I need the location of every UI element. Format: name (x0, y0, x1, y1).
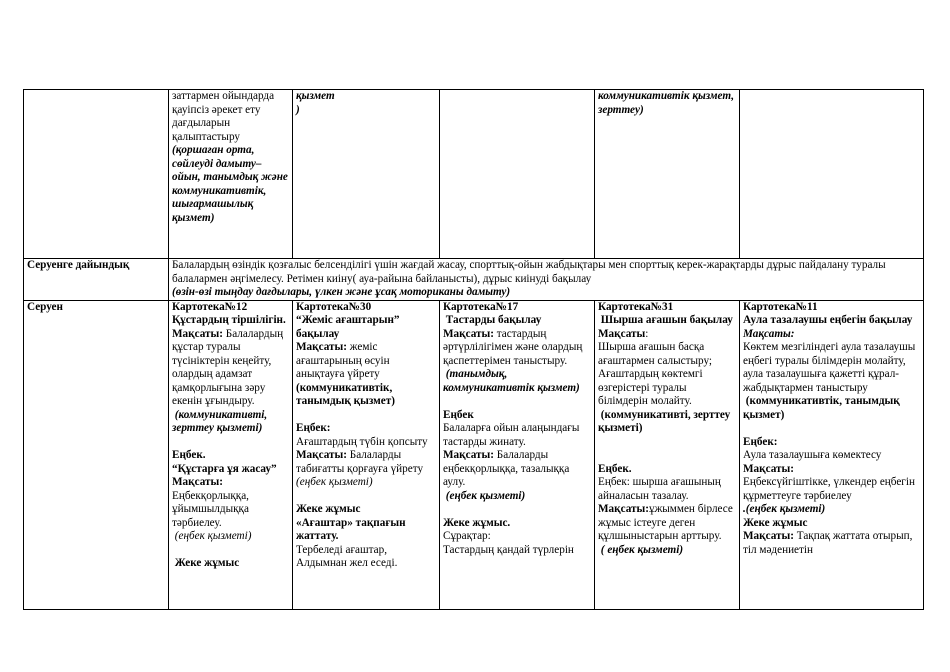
row-label: Серуенге дайындық (24, 259, 169, 301)
cell-empty (440, 90, 595, 259)
preparation-text: Балалардың өзіндік қозғалыс белсенділігі үшін жағдай жасау, спорттық-ойын жабдықтары мен спорттық керек-жарақтарды дұрыс пайдалану туралы балалармен әңгімелесу. Ретімен киіну( ауа-райына байланысты), дұрыс киінуді бақылау (өзін-өзі тыңдау дағдылары, үлкен және ұсақ моториканы дамыту) (169, 259, 924, 301)
table-row-walk (24, 300, 924, 609)
walk-card-11: Картотека№11 Аула тазалаушы еңбегін бақылау Мақсаты: Көктем мезгіліндегі аула тазалаушы еңбегі туралы білімдерін молайту, аула тазалаушыға қажетті құрал-жабдықтармен таныстыру (коммуникативтік, танымдық қызмет) Еңбек: Аула тазалаушыға көмектесу Мақсаты: Еңбексүйгіштікке, үлкендер еңбегін құрметтеуге тәрбиелеу .(еңбек қызметі) Жеке жұмыс Мақсаты: Тақпақ жаттата отырып, тіл мәдениетін (740, 300, 924, 609)
cell-activity-note: қызмет ) (293, 90, 440, 259)
cell-empty (24, 90, 169, 259)
cell-activity-text: заттармен ойындарда қауіпсіз әрекет ету дағдыларын қалыптастыру (қоршаған орта, сөйлеуді дамыту– ойын, танымдық және коммуникативтік, шығармашылық қызмет) (169, 90, 293, 259)
walk-card-31: Картотека№31 Шырша ағашын бақылау Мақсаты: Шырша ағашын басқа ағаштармен салыстыру; Ағаштардың көктемгі өзгерістері туралы білімдерін молайту. (коммуникативті, зерттеу қызметі) Еңбек. Еңбек: шырша ағашының айналасын тазалау. Мақсаты:ұжыммен бірлесе жұмыс істеуге деген құлшыныстарын арттыру. ( еңбек қызметі) (595, 300, 740, 609)
cell-empty (740, 90, 924, 259)
walk-card-30: Картотека№30 “Жеміс ағаштарын” бақылау Мақсаты: жеміс ағаштарының өсуін анықтауға үйрету (коммуникативтік, танымдық қызмет) Еңбек: Ағаштардың түбін қопсыту Мақсаты: Балаларды табиғатты қорғауға үйрету (еңбек қызметі) Жеке жұмыс «Ағаштар» тақпағын жаттату. Тербеледі ағаштар, Алдымнан жел еседі. (293, 300, 440, 609)
row-label: Серуен (24, 300, 169, 609)
table-row-walk-preparation (24, 259, 924, 301)
schedule-table (23, 89, 924, 610)
table-row-continuation (24, 90, 924, 259)
cell-activity-note: коммуникативтік қызмет, зерттеу) (595, 90, 740, 259)
walk-card-17: Картотека№17 Тастарды бақылау Мақсаты: тастардың әртүрлілігімен және олардың қаспеттерімен таныстыру. (танымдық, коммуникативтік қызмет) Еңбек Балаларға ойын алаңындағы тастарды жинату. Мақсаты: Балаларды еңбекқорлыққа, тазалыққа аулу. (еңбек қызметі) Жеке жұмыс. Сұрақтар: Тастардың қандай түрлерін (440, 300, 595, 609)
walk-card-12: Картотека№12 Құстардың тіршілігін. Мақсаты: Балалардың құстар туралы түсініктерін кеңейту, олардың адамзат қамқорлығына зәру екенін ұғындыру. (коммуникативті, зерттеу қызметі) Еңбек. “Құстарға ұя жасау” Мақсаты: Еңбекқорлыққа, ұйымшылдыққа тәрбиелеу. (еңбек қызметі) Жеке жұмыс (169, 300, 293, 609)
